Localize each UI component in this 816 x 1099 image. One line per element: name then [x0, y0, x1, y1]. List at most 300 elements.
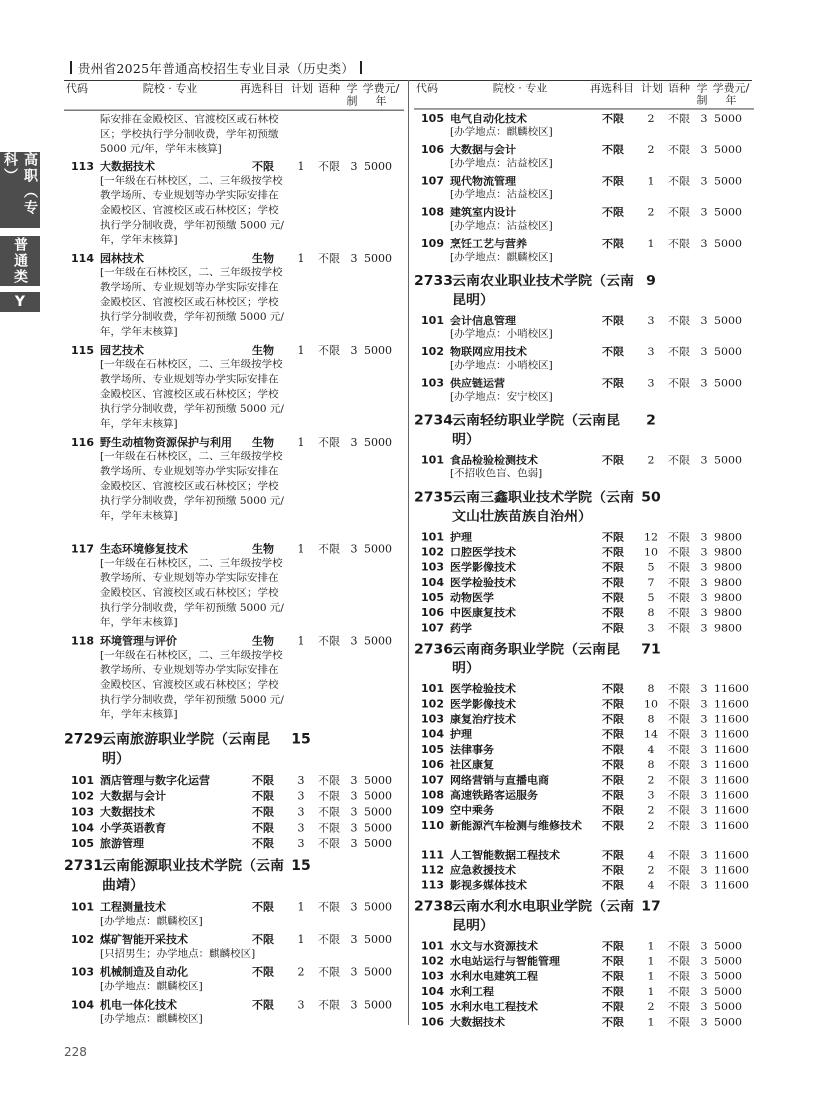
- major-language: 不限: [668, 697, 690, 711]
- major-code: 116: [71, 435, 94, 449]
- major-fee: 5000: [714, 377, 742, 390]
- major-subject: 不限: [602, 206, 624, 219]
- major-name: 大数据与会计: [450, 143, 516, 156]
- major-fee: 11600: [714, 743, 749, 756]
- major-language: 不限: [668, 561, 690, 574]
- major-years: 3: [700, 530, 708, 544]
- major-note: [办学地点：安宁校区]: [450, 391, 553, 403]
- major-row: [64, 435, 404, 542]
- major-name: 新能源汽车检测与维修技术: [450, 819, 582, 832]
- major-code: 101: [421, 682, 444, 696]
- major-code: 101: [421, 314, 444, 327]
- major-subject: 不限: [602, 314, 624, 327]
- major-years: 3: [700, 697, 708, 711]
- major-years: 3: [700, 1015, 708, 1029]
- major-row: [414, 1015, 754, 1030]
- major-subject: 生物: [252, 252, 274, 265]
- major-code: 105: [421, 591, 444, 604]
- school-name: 云南三鑫职业技术学院（云南文山壮族苗族自治州）: [452, 490, 634, 525]
- major-years: 3: [700, 237, 708, 250]
- major-subject: 不限: [602, 848, 624, 862]
- major-code: 113: [421, 879, 444, 892]
- major-fee: 5000: [364, 252, 392, 265]
- major-years: 3: [700, 804, 708, 817]
- major-subject: 不限: [252, 789, 274, 803]
- school-code: 2735: [414, 490, 453, 506]
- major-name: 电气自动化技术: [450, 112, 527, 125]
- major-name-block: [100, 805, 250, 820]
- major-years: 3: [350, 773, 358, 787]
- major-fee: 11600: [714, 758, 749, 771]
- major-code: 108: [421, 788, 444, 802]
- major-code: 102: [71, 789, 94, 803]
- major-language: 不限: [668, 143, 690, 156]
- major-name-block: [450, 788, 600, 802]
- major-years: 3: [700, 561, 708, 574]
- major-subject: 不限: [252, 933, 274, 947]
- major-note: [不招收色盲、色弱]: [450, 468, 543, 480]
- major-fee: 5000: [714, 174, 742, 188]
- major-language: 不限: [318, 998, 340, 1012]
- major-code: 101: [421, 530, 444, 544]
- school-name: 云南农业职业技术学院（云南昆明）: [452, 273, 634, 308]
- major-subject: 不限: [602, 955, 624, 968]
- side-tab-y: Y: [0, 292, 40, 312]
- major-name: 现代物流管理: [450, 174, 516, 188]
- major-code: 115: [71, 343, 94, 357]
- major-subject: 生物: [252, 435, 274, 449]
- major-plan: 8: [647, 682, 655, 696]
- side-tab-general: 普通类: [0, 236, 40, 286]
- major-name: 中医康复技术: [450, 606, 516, 620]
- major-language: 不限: [668, 345, 690, 359]
- major-years: 3: [350, 900, 358, 914]
- major-row: [64, 820, 404, 836]
- major-fee: 5000: [714, 143, 742, 156]
- major-name-block: [450, 1000, 600, 1014]
- major-plan: 3: [647, 314, 655, 327]
- major-subject: 不限: [602, 1000, 624, 1013]
- major-row: [64, 997, 404, 1030]
- major-fee: 11600: [714, 682, 749, 696]
- major-language: 不限: [668, 314, 690, 327]
- page-number: 228: [64, 1045, 87, 1059]
- major-fee: 5000: [364, 773, 392, 787]
- major-name: 空中乘务: [450, 804, 494, 817]
- major-name-block: [450, 174, 600, 202]
- major-subject: 不限: [602, 546, 624, 559]
- major-years: 3: [350, 965, 358, 979]
- major-note: [只招男生；办学地点：麒麟校区]: [100, 947, 256, 960]
- col-header-code: 代码: [66, 81, 88, 95]
- major-language: 不限: [668, 743, 690, 756]
- major-subject: 不限: [602, 143, 624, 156]
- major-language: 不限: [668, 377, 690, 390]
- major-name-block: [100, 789, 250, 804]
- major-language: 不限: [318, 160, 340, 173]
- major-code: 112: [421, 863, 444, 877]
- major-code: 107: [421, 174, 444, 188]
- major-code: 114: [71, 252, 94, 265]
- major-subject: 生物: [252, 343, 274, 357]
- major-plan: 8: [647, 606, 655, 620]
- major-years: 3: [700, 879, 708, 892]
- major-row: [414, 545, 754, 560]
- major-language: 不限: [318, 789, 340, 803]
- school-name: 云南能源职业技术学院（云南曲靖）: [102, 858, 284, 894]
- major-code: 106: [421, 606, 444, 620]
- major-name-block: [450, 954, 600, 968]
- major-subject: 不限: [602, 112, 624, 125]
- major-fee: 5000: [714, 1015, 742, 1029]
- major-plan: 1: [297, 542, 305, 556]
- major-plan: 1: [297, 900, 305, 914]
- major-fee: 9800: [714, 576, 742, 589]
- major-language: 不限: [318, 343, 340, 357]
- major-fee: 5000: [364, 965, 392, 979]
- major-plan: 2: [647, 112, 655, 125]
- major-name: 康复治疗技术: [450, 713, 516, 726]
- major-code: 109: [421, 804, 444, 817]
- major-row: [414, 712, 754, 727]
- major-row: [414, 863, 754, 878]
- major-name: 生态环境修复技术: [100, 542, 188, 556]
- major-name: 医学影像技术: [450, 697, 516, 711]
- major-name: 物联网应用技术: [450, 345, 527, 359]
- major-row: [64, 343, 404, 435]
- major-years: 3: [700, 546, 708, 559]
- major-name: 护理: [450, 728, 472, 741]
- major-plan: 4: [647, 743, 655, 756]
- major-code: 102: [421, 697, 444, 711]
- major-row: [64, 965, 404, 998]
- major-subject: 不限: [602, 606, 624, 620]
- major-years: 3: [700, 206, 708, 219]
- major-subject: 不限: [602, 561, 624, 574]
- major-name: 水文与水资源技术: [450, 939, 538, 953]
- major-language: 不限: [668, 682, 690, 696]
- major-name-block: [450, 803, 600, 817]
- major-plan: 1: [647, 970, 655, 983]
- major-row: [64, 789, 404, 805]
- major-name-block: [450, 111, 600, 139]
- major-name-block: [450, 530, 600, 544]
- major-row: [414, 205, 754, 236]
- major-plan: 2: [647, 143, 655, 156]
- school-row: [414, 640, 754, 682]
- major-name: 园艺技术: [100, 343, 144, 357]
- major-plan: 3: [297, 789, 305, 803]
- major-plan: 4: [647, 879, 655, 892]
- major-plan: 12: [644, 530, 658, 544]
- major-fee: 5000: [364, 900, 392, 914]
- major-fee: 11600: [714, 697, 749, 711]
- major-name-block: [450, 205, 600, 233]
- major-row: [414, 758, 754, 773]
- major-plan: 3: [297, 821, 305, 835]
- major-language: 不限: [668, 606, 690, 620]
- school-row: [64, 730, 404, 773]
- major-fee: 11600: [714, 713, 749, 726]
- major-code: 104: [421, 728, 444, 741]
- major-row: [414, 984, 754, 999]
- major-years: 3: [350, 343, 358, 357]
- table-header: [64, 80, 404, 110]
- major-name: 动物医学: [450, 591, 494, 604]
- major-language: 不限: [668, 530, 690, 544]
- major-row: [414, 345, 754, 376]
- major-code: 102: [71, 933, 94, 947]
- major-code: 107: [421, 773, 444, 787]
- major-fee: 5000: [714, 1000, 742, 1013]
- major-row: [414, 1000, 754, 1015]
- school-plan: 17: [641, 899, 661, 915]
- major-plan: 14: [644, 728, 658, 741]
- major-subject: 不限: [602, 939, 624, 953]
- major-code: 113: [71, 160, 94, 173]
- major-row: [64, 836, 404, 852]
- major-note: [办学地点：沾益校区]: [450, 157, 553, 170]
- major-code: 108: [421, 206, 444, 219]
- major-name: 水电站运行与智能管理: [450, 955, 560, 968]
- major-note: [一年级在石林校区，二、三年级按学校教学场所、专业规划等办学实际安排在金殿校区、官渡校区或石林校区；学校执行学分制收费，学年初预缴 5000 元/年，学年末核算]: [100, 557, 284, 629]
- major-language: 不限: [668, 206, 690, 219]
- major-name-block: [450, 682, 600, 696]
- major-subject: 不限: [252, 160, 274, 173]
- major-plan: 2: [647, 773, 655, 787]
- major-note: [一年级在石林校区，二、三年级按学校教学场所、专业规划等办学实际安排在金殿校区、官渡校区或石林校区；学校执行学分制收费，学年初预缴 5000 元/年，学年末核算]: [100, 649, 284, 721]
- major-code: 103: [71, 965, 94, 979]
- major-name: 食品检验检测技术: [450, 453, 538, 467]
- major-years: 3: [350, 160, 358, 173]
- major-fee: 9800: [714, 561, 742, 574]
- major-language: 不限: [318, 542, 340, 556]
- major-plan: 7: [647, 576, 655, 589]
- column-divider: [408, 80, 409, 1025]
- major-fee: 5000: [364, 160, 392, 173]
- major-fee: 5000: [714, 970, 742, 983]
- major-plan: 2: [647, 1000, 655, 1013]
- school-row: [64, 856, 404, 899]
- major-plan: 3: [647, 621, 655, 635]
- major-row: [414, 575, 754, 590]
- school-name: 云南水利水电职业学院（云南昆明）: [452, 899, 634, 934]
- major-name: 药学: [450, 621, 472, 635]
- major-years: 3: [700, 314, 708, 327]
- major-subject: 不限: [252, 821, 274, 835]
- major-fee: 11600: [714, 863, 749, 877]
- major-name: 会计信息管理: [450, 314, 516, 327]
- major-plan: 2: [647, 819, 655, 832]
- major-name-block: [450, 984, 600, 998]
- major-language: 不限: [668, 453, 690, 467]
- major-language: 不限: [668, 773, 690, 787]
- major-name: 小学英语教育: [100, 821, 166, 835]
- major-name-block: [450, 712, 600, 726]
- major-years: 3: [700, 112, 708, 125]
- major-fee: 5000: [364, 634, 392, 648]
- major-fee: 5000: [364, 837, 392, 851]
- major-years: 3: [700, 591, 708, 604]
- major-name: 护理: [450, 530, 472, 544]
- col-header-fee: 学费元/年: [712, 81, 750, 107]
- col-header-plan: 计划: [291, 81, 313, 95]
- major-fee: 5000: [364, 435, 392, 449]
- major-name-block: [100, 965, 250, 995]
- major-name-block: [450, 591, 600, 605]
- major-code: 103: [421, 561, 444, 574]
- major-subject: 不限: [602, 576, 624, 589]
- major-years: 3: [700, 606, 708, 620]
- major-code: 102: [421, 546, 444, 559]
- major-row: [64, 634, 404, 726]
- major-row: [64, 805, 404, 821]
- major-language: 不限: [668, 985, 690, 998]
- major-code: 101: [71, 773, 94, 787]
- major-row: [414, 174, 754, 205]
- major-name-block: [450, 575, 600, 589]
- major-fee: 9800: [714, 530, 742, 544]
- major-years: 3: [700, 576, 708, 589]
- major-language: 不限: [668, 848, 690, 862]
- major-name: 大数据与会计: [100, 789, 166, 803]
- major-row: [414, 773, 754, 788]
- major-years: 3: [700, 143, 708, 156]
- major-note: [一年级在石林校区，二、三年级按学校教学场所、专业规划等办学实际安排在金殿校区、官渡校区或石林校区；学校执行学分制收费，学年初预缴 5000 元/年，学年末核算]: [100, 358, 284, 430]
- major-language: 不限: [318, 900, 340, 914]
- major-row: [414, 313, 754, 344]
- major-plan: 2: [647, 206, 655, 219]
- major-plan: 1: [647, 939, 655, 953]
- col-header-years: 学制: [696, 81, 708, 107]
- major-plan: 5: [647, 561, 655, 574]
- left-column: [64, 80, 404, 1030]
- major-language: 不限: [318, 805, 340, 819]
- major-name: 建筑室内设计: [450, 206, 516, 219]
- major-row: [414, 530, 754, 545]
- major-language: 不限: [668, 758, 690, 771]
- major-name: 法律事务: [450, 743, 494, 756]
- school-row: [414, 488, 754, 530]
- major-note: [办学地点：麒麟校区]: [100, 1013, 203, 1026]
- major-fee: 5000: [714, 112, 742, 125]
- major-code: 103: [71, 805, 94, 819]
- major-language: 不限: [668, 174, 690, 188]
- major-language: 不限: [318, 837, 340, 851]
- major-code: 105: [421, 1000, 444, 1013]
- major-fee: 11600: [714, 848, 749, 862]
- major-plan: 10: [644, 546, 658, 559]
- major-name-block: [100, 932, 256, 962]
- major-subject: 不限: [252, 805, 274, 819]
- major-years: 3: [700, 863, 708, 877]
- school-name: 云南轻纺职业学院（云南昆明）: [452, 413, 620, 448]
- major-name-block: [100, 836, 250, 851]
- major-row: [414, 803, 754, 818]
- major-subject: 不限: [602, 758, 624, 771]
- major-code: 106: [421, 758, 444, 771]
- major-fee: 11600: [714, 819, 749, 832]
- major-name-block: [100, 773, 250, 788]
- major-language: 不限: [668, 970, 690, 983]
- major-years: 3: [700, 728, 708, 741]
- major-years: 3: [700, 939, 708, 953]
- major-note: [办学地点：麒麟校区]: [450, 126, 553, 138]
- school-plan: 15: [291, 731, 311, 748]
- major-years: 3: [700, 621, 708, 635]
- major-code: 101: [421, 453, 444, 467]
- major-language: 不限: [318, 965, 340, 979]
- major-subject: 不限: [602, 621, 624, 635]
- major-note: [一年级在石林校区，二、三年级按学校教学场所、专业规划等办学实际安排在金殿校区、官渡校区或石林校区；学校执行学分制收费，学年初预缴 5000 元/年，学年末核算]: [100, 266, 284, 339]
- major-plan: 2: [297, 965, 305, 979]
- major-years: 3: [350, 998, 358, 1012]
- school-code: 2733: [414, 273, 453, 289]
- major-plan: 1: [297, 933, 305, 947]
- major-fee: 5000: [714, 453, 742, 467]
- major-name: 旅游管理: [100, 837, 144, 851]
- major-code: 103: [421, 377, 444, 390]
- col-header-subject: 再选科目: [590, 81, 634, 95]
- major-language: 不限: [318, 252, 340, 265]
- major-subject: 不限: [252, 998, 274, 1012]
- major-language: 不限: [668, 788, 690, 802]
- major-name: 医学检验技术: [450, 576, 516, 589]
- major-note: 际安排在金殿校区、官渡校区或石林校区；学校执行学分制收费，学年初预缴 5000 元/年，学年末核算]: [100, 113, 279, 156]
- major-code: 118: [71, 634, 94, 648]
- major-fee: 5000: [714, 955, 742, 968]
- major-name: 口腔医学技术: [450, 546, 516, 559]
- major-row: [64, 542, 404, 634]
- major-years: 3: [700, 955, 708, 968]
- major-name: 医学影像技术: [450, 561, 516, 574]
- major-years: 3: [700, 819, 708, 832]
- major-subject: 不限: [602, 863, 624, 877]
- major-years: 3: [700, 848, 708, 862]
- major-name-block: [450, 1015, 600, 1029]
- major-language: 不限: [668, 1015, 690, 1029]
- major-name-block: [100, 997, 250, 1027]
- major-row: [414, 143, 754, 174]
- major-row: [414, 818, 754, 847]
- major-name: 影视多媒体技术: [450, 879, 527, 892]
- major-code: 104: [71, 998, 94, 1012]
- major-code: 103: [421, 970, 444, 983]
- school-row: [414, 272, 754, 314]
- major-subject: 生物: [252, 542, 274, 556]
- major-language: 不限: [668, 939, 690, 953]
- major-subject: 不限: [602, 743, 624, 756]
- major-plan: 1: [647, 1015, 655, 1029]
- school-code: 2729: [64, 731, 103, 748]
- major-name: 大数据技术: [100, 805, 155, 819]
- major-fee: 5000: [714, 985, 742, 998]
- major-language: 不限: [318, 821, 340, 835]
- major-code: 104: [421, 985, 444, 998]
- major-name-block: [450, 863, 600, 877]
- major-name-block: [100, 900, 250, 930]
- major-years: 3: [350, 789, 358, 803]
- major-row: [414, 954, 754, 969]
- major-name: 机械制造及自动化: [100, 965, 188, 979]
- major-name: 工程测量技术: [100, 900, 166, 914]
- major-language: 不限: [318, 634, 340, 648]
- major-plan: 1: [647, 174, 655, 188]
- major-plan: 1: [297, 160, 305, 173]
- major-years: 3: [350, 542, 358, 556]
- major-fee: 9800: [714, 606, 742, 620]
- major-row: [414, 621, 754, 636]
